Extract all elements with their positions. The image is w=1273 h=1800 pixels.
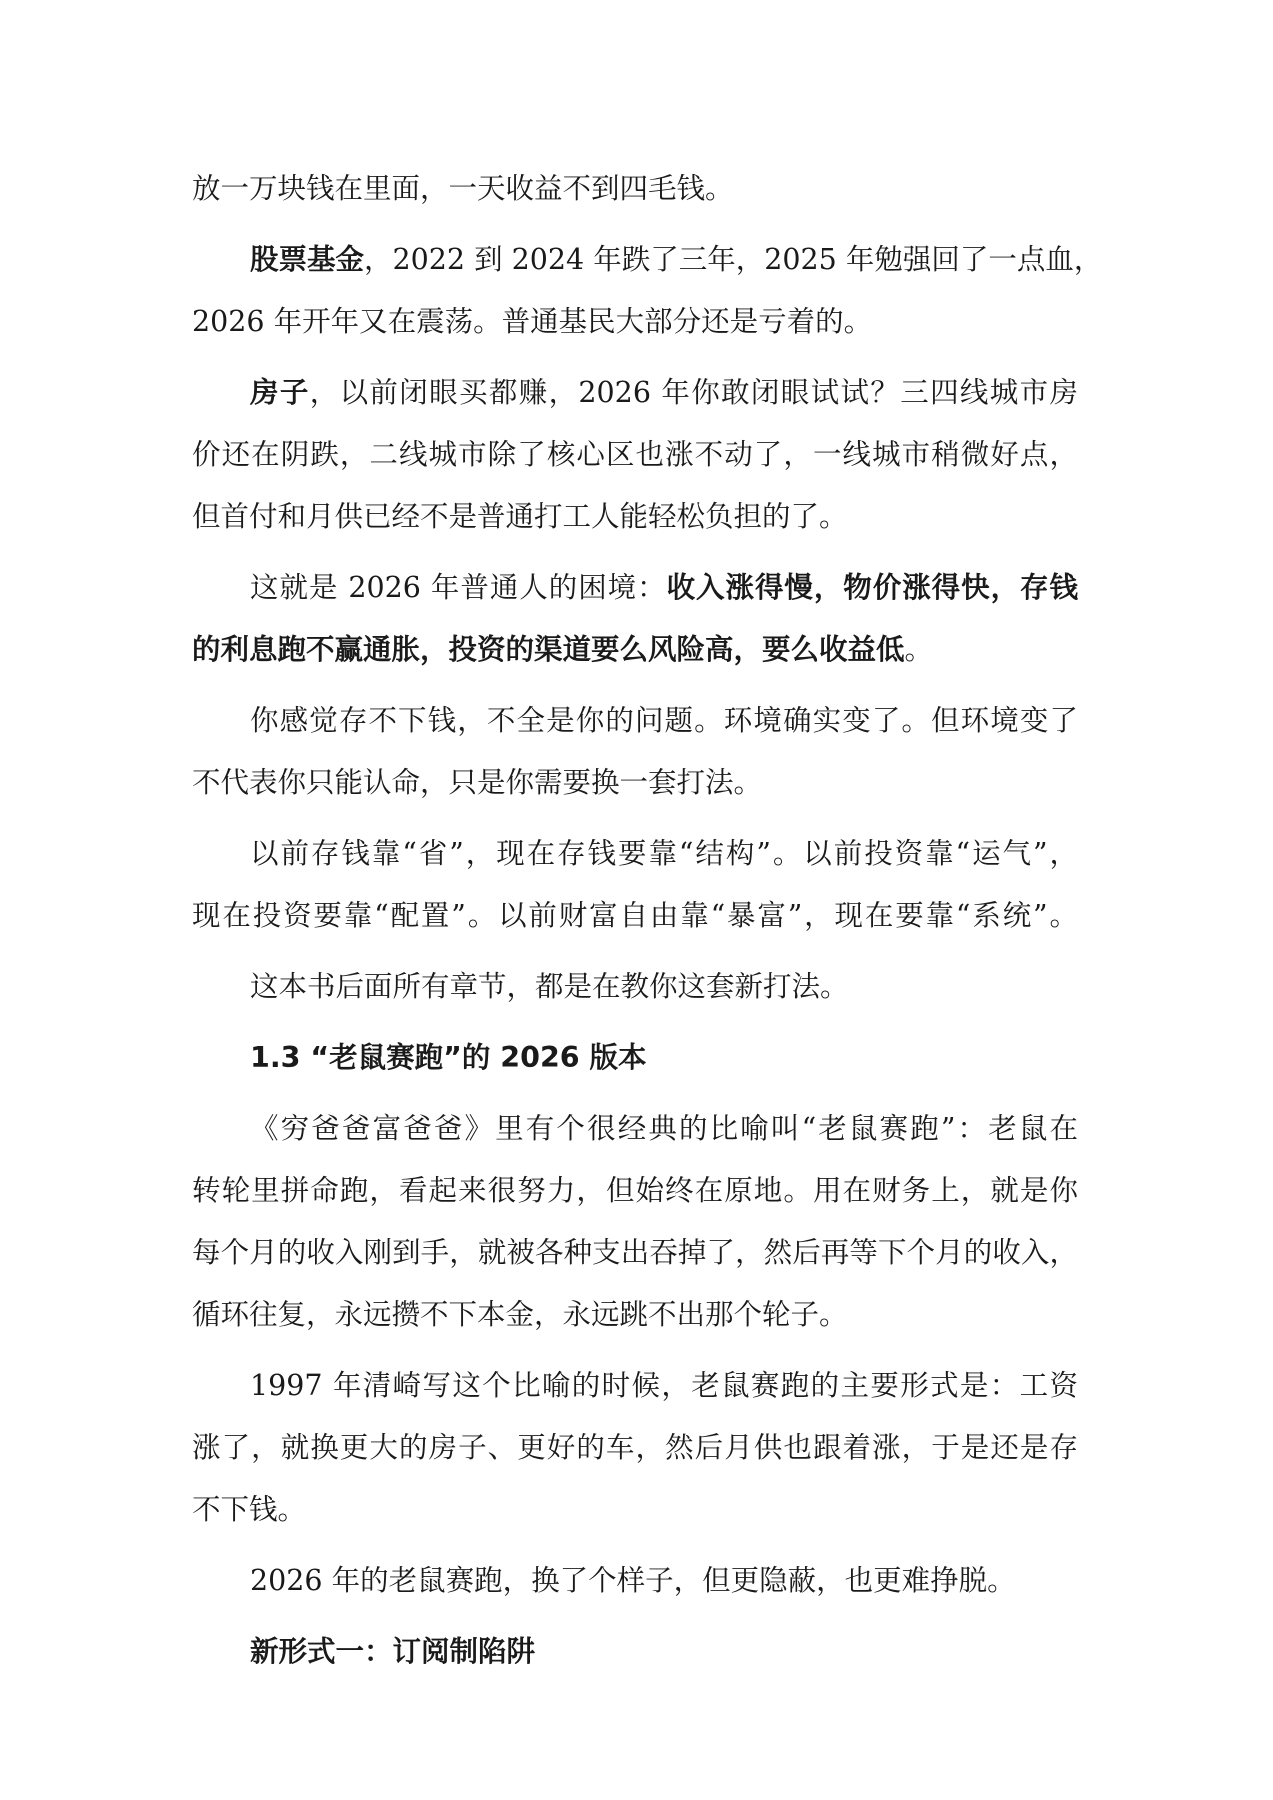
text-line: 但首付和月供已经不是普通打工人能轻松负担的了。 (192, 500, 848, 533)
section-heading (192, 1027, 1078, 1089)
paragraph (192, 362, 1078, 548)
paragraph (192, 690, 1078, 814)
text-line: 这本书后面所有章节，都是在教你这套新打法。 (250, 970, 849, 1003)
line-text: ，2022 到 2024 年跌了三年，2025 年勉强回了一点血， (364, 243, 1103, 276)
text-line: 现在投资要靠“配置”。以前财富自由靠“暴富”，现在要靠“系统”。 (192, 899, 1078, 932)
paragraph (192, 823, 1078, 947)
bold-phrase: 收入涨得慢，物价涨得快，存钱 (666, 571, 1078, 604)
text-line: 价还在阴跌，二线城市除了核心区也涨不动了，一线城市稍微好点， (192, 438, 1078, 471)
text-line (192, 619, 1078, 681)
text-line: 不代表你只能认命，只是你需要换一套打法。 (192, 766, 763, 799)
line-text: ，以前闭眼买都赚，2026 年你敢闭眼试试？三四线城市房 (309, 376, 1078, 409)
line-text: 这就是 2026 年普通人的困境： (250, 571, 667, 604)
paragraph (192, 1355, 1078, 1541)
paragraph (192, 158, 1078, 220)
paragraph (192, 956, 1078, 1018)
paragraph (192, 557, 1078, 681)
bold-phrase: 房子 (250, 376, 310, 409)
line-text: 。 (904, 633, 934, 666)
paragraph (192, 1098, 1078, 1346)
text-line: 每个月的收入刚到手，就被各种支出吞掉了，然后再等下个月的收入， (192, 1236, 1078, 1269)
text-line: 1997 年清崎写这个比喻的时候，老鼠赛跑的主要形式是：工资 (250, 1369, 1078, 1402)
section-heading-text: 1.3 “老鼠赛跑”的 2026 版本 (250, 1041, 647, 1074)
text-line: 2026 年的老鼠赛跑，换了个样子，但更隐蔽，也更难挣脱。 (250, 1564, 1016, 1597)
paragraph (192, 229, 1103, 353)
text-line: 不下钱。 (192, 1493, 307, 1526)
subheading (192, 1621, 1078, 1683)
text-line: 转轮里拼命跑，看起来很努力，但始终在原地。用在财务上，就是你 (192, 1174, 1078, 1207)
text-line: 2026 年开年又在震荡。普通基民大部分还是亏着的。 (192, 305, 873, 338)
text-line (192, 229, 1103, 291)
text-line: 循环往复，永远攒不下本金，永远跳不出那个轮子。 (192, 1298, 848, 1331)
text-line (192, 557, 1078, 619)
body-text (192, 158, 1103, 1683)
text-line (192, 362, 1078, 424)
text-line: 放一万块钱在里面，一天收益不到四毛钱。 (192, 172, 734, 205)
bold-phrase: 新形式一：订阅制陷阱 (250, 1635, 536, 1668)
text-line: 你感觉存不下钱，不全是你的问题。环境确实变了。但环境变了 (250, 704, 1078, 737)
text-line: 《穷爸爸富爸爸》里有个很经典的比喻叫“老鼠赛跑”：老鼠在 (250, 1112, 1078, 1145)
bold-phrase: 股票基金 (250, 243, 365, 276)
bold-phrase: 的利息跑不赢通胀，投资的渠道要么风险高，要么收益低 (192, 633, 905, 666)
text-line: 涨了，就换更大的房子、更好的车，然后月供也跟着涨，于是还是存 (192, 1431, 1078, 1464)
text-line: 以前存钱靠“省”，现在存钱要靠“结构”。以前投资靠“运气”， (250, 837, 1078, 870)
subheading-text (192, 1621, 1078, 1683)
paragraph (192, 1550, 1078, 1612)
